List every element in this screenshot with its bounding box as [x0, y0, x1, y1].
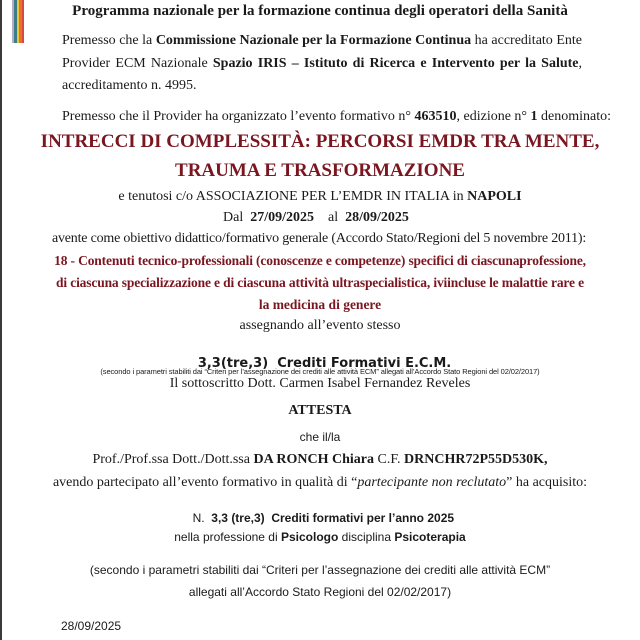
- criteria-small: [0, 367, 640, 376]
- text: (secondo i parametri stabiliti dai “Criteri per l’assegnazione dei crediti alle attività ECM”: [89, 563, 551, 577]
- profession: Psicologo: [280, 530, 339, 544]
- event-title-line2: [0, 160, 640, 182]
- text: avendo partecipato all’evento formativo in qualità di “: [52, 475, 358, 490]
- header-text: Programma nazionale per la formazione continua degli operatori della Sanità: [72, 3, 568, 19]
- text: TRAUMA E TRASFORMAZIONE: [175, 160, 465, 181]
- objective-intro: [0, 231, 640, 247]
- event-title-line1: [0, 131, 640, 153]
- text: Il sottoscritto Dott. Carmen Isabel Fernandez Reveles: [169, 376, 471, 391]
- provider-name: Spazio IRIS – Istituto di Ricerca e Intervento per la Salute: [212, 56, 579, 71]
- text: allegati all’Accordo Stato Regioni del 02/02/2017): [188, 585, 452, 599]
- text: ,: [578, 56, 582, 71]
- accreditation-number: accreditamento n. 4995.: [62, 78, 197, 93]
- text: nella professione di: [174, 530, 281, 544]
- text: INTRECCI DI COMPLESSITÀ: PERCORSI EMDR TRA MENTE,: [40, 131, 600, 152]
- text: (secondo i parametri stabiliti dai “Criteri per l’assegnazione dei crediti alle attività ECM” allegati all’Accordo Stato Regioni del 02/02/2017): [100, 367, 540, 376]
- text: avente come obiettivo didattico/formativo generale (Accordo Stato/Regioni del 5 novembre 2011):: [51, 231, 587, 246]
- discipline: Psicoterapia: [394, 530, 466, 544]
- text: denominato:: [537, 109, 612, 124]
- text: Provider ECM Nazionale: [62, 56, 213, 71]
- venue-city: NAPOLI: [467, 189, 522, 204]
- criteria-footer-line1: [0, 563, 640, 577]
- text: che il/la: [299, 430, 341, 444]
- venue-line: [0, 189, 640, 205]
- text: Premesso che il Provider ha organizzato l’evento formativo n°: [62, 109, 415, 124]
- para1-line2: [62, 56, 582, 72]
- text: di ciascuna specializzazione e di ciascuna attività ultraspecialistica, iviincluse le malattie rare e: [56, 275, 584, 290]
- text: ATTESTA: [288, 403, 352, 418]
- text: assegnando all’evento stesso: [239, 318, 401, 333]
- text: disciplina: [338, 530, 395, 544]
- event-intro: [62, 109, 640, 125]
- participant-name: DA RONCH Chiara: [253, 452, 375, 467]
- text: , edizione n°: [456, 109, 531, 124]
- document-header: [0, 3, 640, 20]
- text: ” ha acquisito:: [506, 475, 588, 490]
- end-date: 28/09/2025: [345, 210, 409, 225]
- text: al: [328, 210, 342, 225]
- profession-line: [0, 530, 640, 544]
- che-il-la: [0, 430, 640, 444]
- acquired-credits-value: 3,3 (tre,3) Crediti formativi per l’anno 2025: [211, 511, 455, 525]
- text: e tenutosi c/o ASSOCIAZIONE PER L’EMDR IN ITALIA in: [118, 189, 468, 204]
- date-value: 28/09/2025: [61, 619, 122, 633]
- objective-line1: [0, 253, 640, 269]
- signatory: [0, 376, 640, 392]
- tax-code: DRNCHR72P55D530K,: [404, 452, 548, 467]
- text: Dal: [223, 210, 247, 225]
- attesta-heading: [0, 403, 640, 419]
- participant-line: [0, 452, 640, 468]
- participation-line: [0, 475, 640, 491]
- dates-line: [0, 210, 640, 226]
- para1-line1: [62, 33, 582, 49]
- text: ha accreditato Ente: [471, 33, 582, 48]
- text: 18 - Contenuti tecnico-professionali (conoscenze e competenze) specifici di ciascunaprofessione,: [54, 253, 586, 268]
- text: N.: [192, 511, 212, 525]
- event-number: 463510: [414, 109, 457, 124]
- criteria-footer-line2: [0, 585, 640, 599]
- text: Prof./Prof.ssa Dott./Dott.ssa: [92, 452, 254, 467]
- participant-role: partecipante non reclutato: [357, 475, 507, 490]
- text: la medicina di genere: [258, 297, 382, 312]
- text: C.F.: [374, 452, 405, 467]
- credits-value: 3,3(tre,3) Crediti Formativi E.C.M.: [197, 356, 452, 371]
- para1-line3: [62, 78, 582, 94]
- document-date: [61, 619, 640, 633]
- acquired-credits: [0, 497, 640, 525]
- assign-text: [0, 318, 640, 334]
- start-date: 27/09/2025: [250, 210, 315, 225]
- edition-number: 1: [530, 109, 538, 124]
- commission-name: Commissione Nazionale per la Formazione Continua: [155, 33, 472, 48]
- objective-line2: [0, 275, 640, 291]
- objective-line3: [0, 297, 640, 313]
- text: Premesso che la: [62, 33, 156, 48]
